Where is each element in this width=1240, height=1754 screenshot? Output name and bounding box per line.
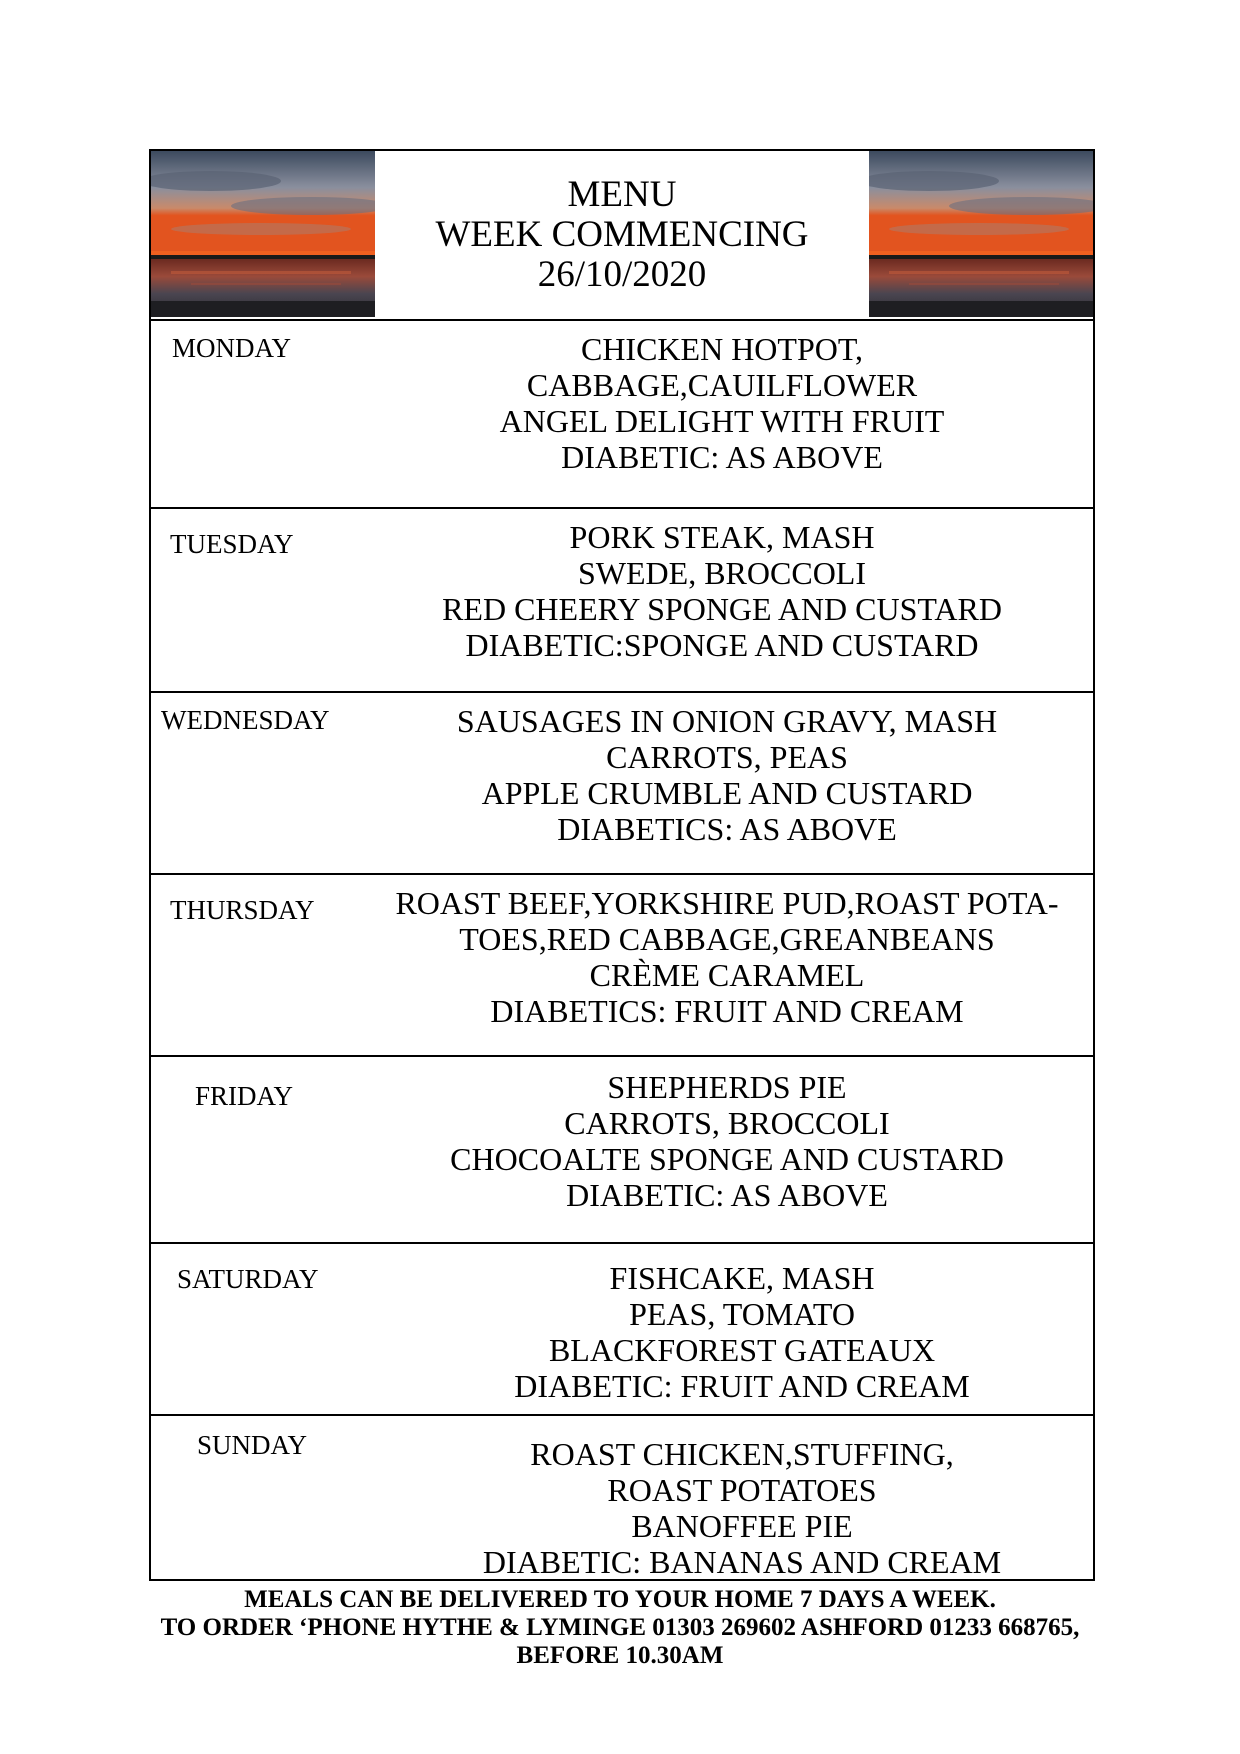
delivery-notice (0, 1586, 1240, 1670)
dish-line: DIABETIC: BANANAS AND CREAM (482, 1544, 1002, 1580)
menu-table (149, 149, 1095, 1581)
week-commencing-label: WEEK COMMENCING (435, 214, 809, 255)
menu-title (375, 175, 869, 295)
sunset-photo-right (869, 151, 1093, 317)
dish-line: APPLE CRUMBLE AND CUSTARD (481, 775, 973, 811)
dish-line: DIABETIC:SPONGE AND CUSTARD (465, 627, 979, 663)
dish-line: DIABETIC: AS ABOVE (561, 439, 883, 475)
dish-line: SHEPHERDS PIE (607, 1069, 847, 1105)
week-date: 26/10/2020 (537, 254, 707, 295)
dish-line: CHICKEN HOTPOT, (580, 331, 864, 367)
dish-line: ROAST CHICKEN,STUFFING, (530, 1436, 954, 1472)
dish-line: DIABETIC: AS ABOVE (566, 1177, 888, 1213)
dish-line: RED CHEERY SPONGE AND CUSTARD (442, 591, 1002, 627)
day-dishes (361, 703, 1093, 847)
day-dishes (351, 519, 1093, 663)
day-dishes (351, 331, 1093, 475)
order-phone-line: TO ORDER ‘PHONE HYTHE & LYMINGE 01303 269602 ASHFORD 01233 668765, (160, 1614, 1080, 1641)
dish-line: CHOCOALTE SPONGE AND CUSTARD (450, 1141, 1004, 1177)
menu-header (151, 151, 1093, 321)
dish-line: CARROTS, BROCCOLI (564, 1105, 890, 1141)
dish-line: BLACKFOREST GATEAUX (548, 1332, 936, 1368)
dish-line: ANGEL DELIGHT WITH FRUIT (499, 403, 945, 439)
day-label: SUNDAY (197, 1430, 308, 1460)
day-row-wednesday (151, 693, 1093, 875)
sunset-photo-left (151, 151, 375, 317)
day-row-saturday (151, 1244, 1093, 1416)
dish-line: DIABETICS: AS ABOVE (557, 811, 897, 847)
dish-line: FISHCAKE, MASH (609, 1260, 875, 1296)
day-dishes (391, 1260, 1093, 1404)
dish-line: ROAST POTATOES (607, 1472, 877, 1508)
dish-line: CABBAGE,CAUILFLOWER (526, 367, 918, 403)
dish-line: PORK STEAK, MASH (569, 519, 875, 555)
day-label: WEDNESDAY (161, 705, 330, 735)
day-label: SATURDAY (177, 1264, 319, 1294)
day-row-tuesday (151, 509, 1093, 693)
dish-line: CRÈME CARAMEL (589, 957, 865, 993)
dish-line: BANOFFEE PIE (631, 1508, 853, 1544)
day-row-thursday (151, 875, 1093, 1057)
day-dishes (391, 1436, 1093, 1580)
day-dishes (361, 1069, 1093, 1213)
dish-line: CARROTS, PEAS (606, 739, 848, 775)
dish-line: SAUSAGES IN ONION GRAVY, MASH (456, 703, 998, 739)
dish-line: DIABETICS: FRUIT AND CREAM (490, 993, 964, 1029)
day-label: FRIDAY (195, 1081, 294, 1111)
order-deadline-line: BEFORE 10.30AM (516, 1642, 724, 1669)
day-row-monday (151, 321, 1093, 509)
dish-line: PEAS, TOMATO (629, 1296, 855, 1332)
dish-line: TOES,RED CABBAGE,GREANBEANS (459, 921, 995, 957)
dish-line: DIABETIC: FRUIT AND CREAM (514, 1368, 970, 1404)
delivery-line: MEALS CAN BE DELIVERED TO YOUR HOME 7 DAYS A WEEK. (244, 1586, 996, 1613)
day-row-friday (151, 1057, 1093, 1244)
day-label: THURSDAY (170, 895, 315, 925)
day-label: MONDAY (172, 333, 292, 363)
dish-line: SWEDE, BROCCOLI (578, 555, 866, 591)
dish-line: ROAST BEEF,YORKSHIRE PUD,ROAST POTA- (395, 885, 1059, 921)
menu-title-line: MENU (567, 174, 677, 215)
day-row-sunday (151, 1416, 1093, 1579)
day-label: TUESDAY (170, 529, 294, 559)
day-dishes (361, 885, 1093, 1029)
